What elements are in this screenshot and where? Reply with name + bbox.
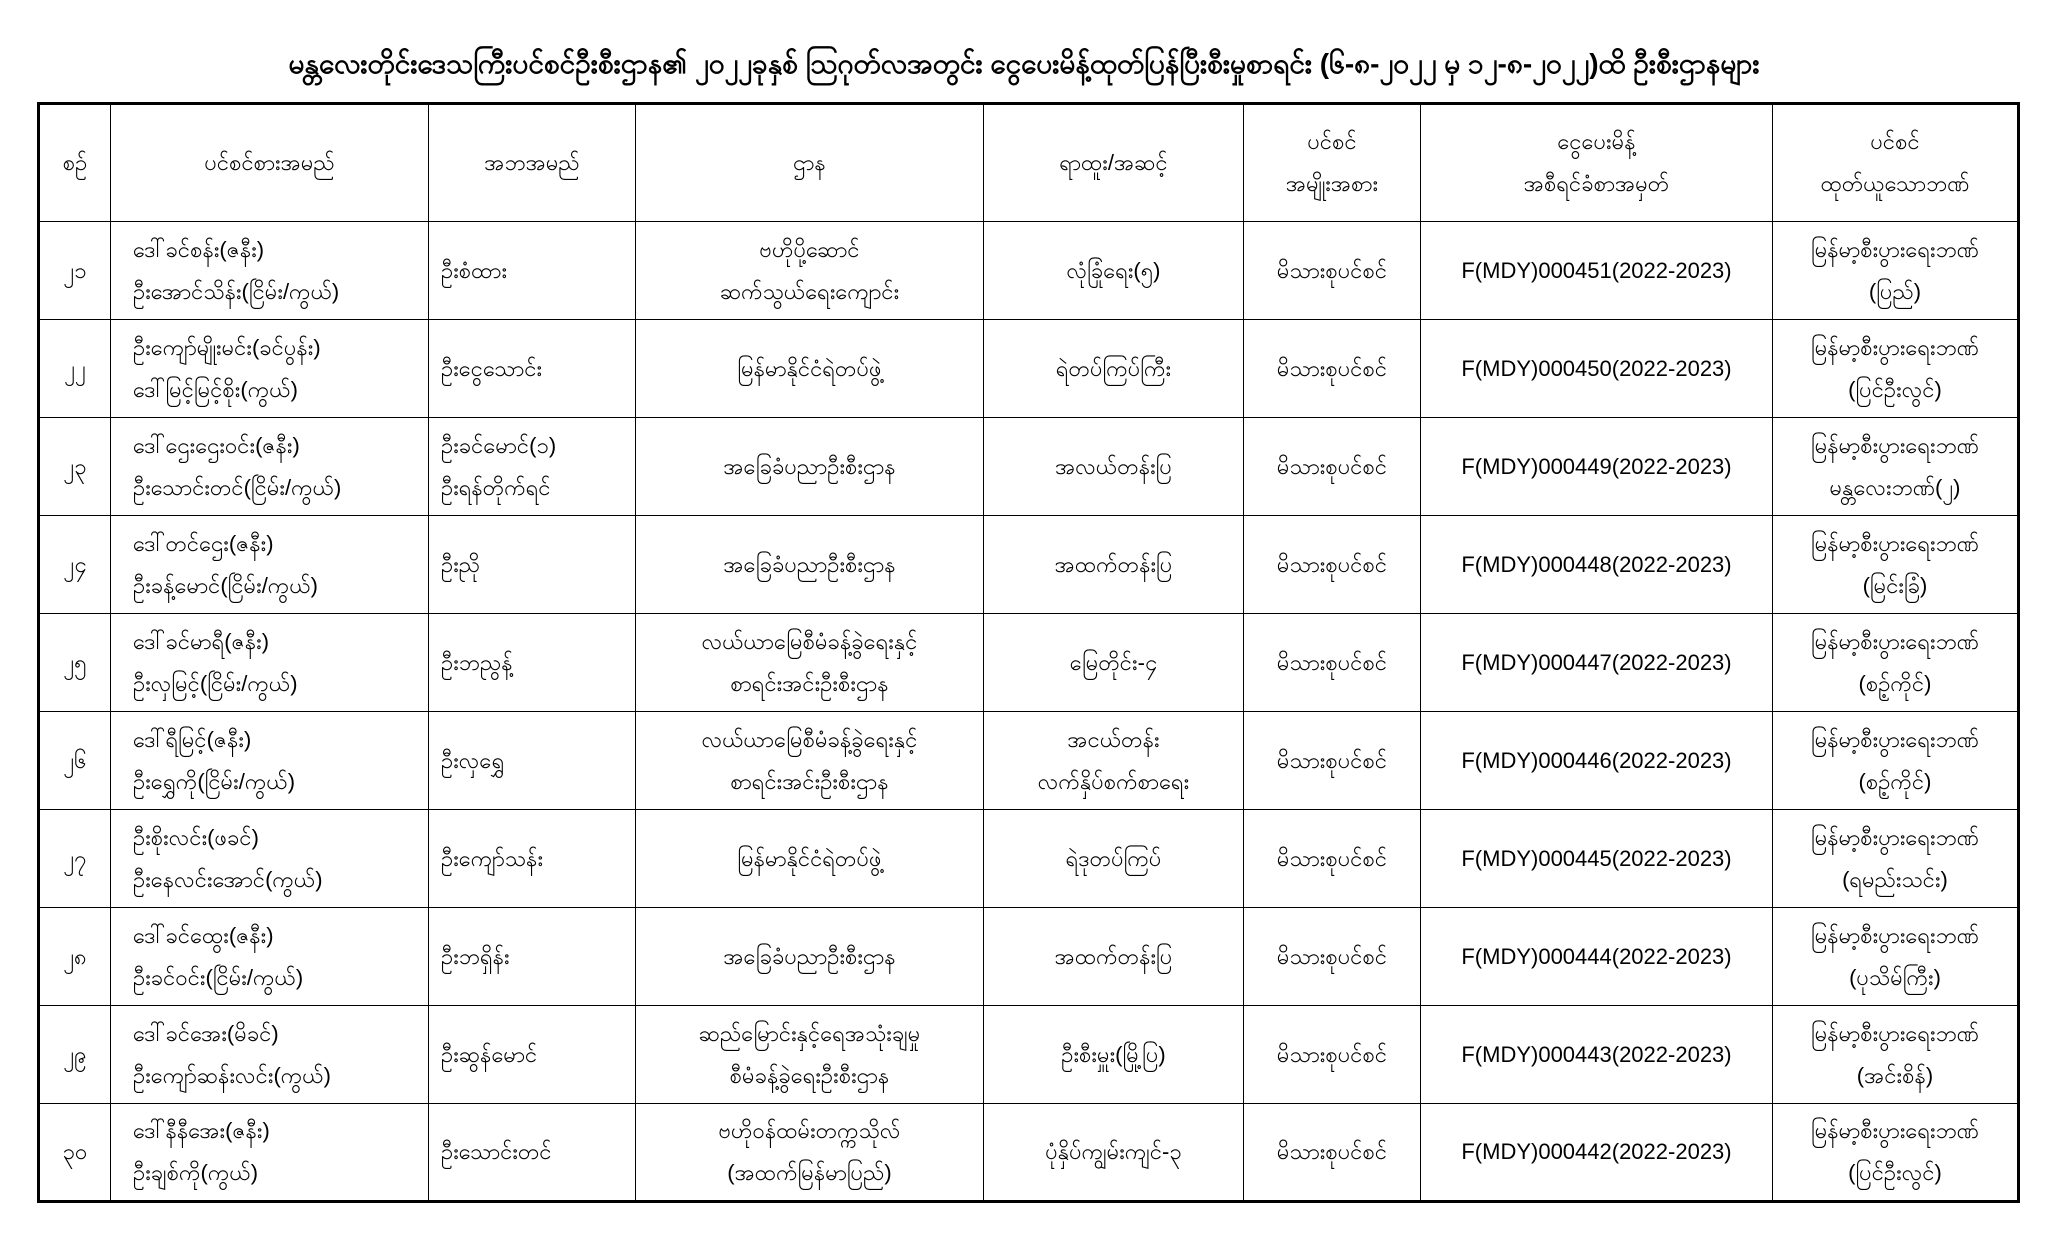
bank-name: မြန်မာ့စီးပွားရေးဘဏ် — [1811, 1020, 1979, 1046]
table-row — [39, 908, 2019, 1006]
department-name: မြန်မာနိုင်ငံရဲတပ်ဖွဲ့ — [737, 845, 882, 871]
serial-number: ၂၃ — [63, 453, 87, 479]
serial-cell — [39, 908, 111, 1006]
bank-cell — [1773, 1104, 2019, 1202]
position-cell — [984, 908, 1244, 1006]
report-number: F(MDY)000449(2022-2023) — [1461, 453, 1732, 479]
header-pensioner-name — [111, 104, 429, 222]
claimant-name: ဒေါ်ခင်စန်း(ဇနီး) — [133, 236, 265, 262]
position-name: ရဲတပ်ကြပ်ကြီး — [1055, 355, 1172, 381]
original-pensioner-name: ဦးလှမြင့်(ငြိမ်း/ကွယ်) — [133, 670, 298, 696]
pension-type: မိသားစုပင်စင် — [1276, 1041, 1388, 1067]
father-name-cell — [429, 810, 636, 908]
bank-cell — [1773, 418, 2019, 516]
header-label: အမျိုးအစား — [1285, 171, 1379, 196]
report-number: F(MDY)000447(2022-2023) — [1461, 649, 1732, 675]
table-row — [39, 516, 2019, 614]
pensioner-name-cell — [111, 614, 429, 712]
header-bank — [1773, 104, 2019, 222]
department-name: လယ်ယာမြေစီမံခန့်ခွဲရေးနှင့် — [701, 726, 918, 752]
claimant-name: ဒေါ်ဌေးဌေးဝင်း(ဇနီး) — [133, 432, 300, 458]
department-name: ဆည်မြောင်းနှင့်ရေအသုံးချမှု — [698, 1020, 921, 1046]
table-row — [39, 222, 2019, 320]
position-cell — [984, 1006, 1244, 1104]
position-name: အငယ်တန်း — [1067, 726, 1160, 752]
original-pensioner-name: ဦးအောင်သိန်း(ငြိမ်း/ကွယ်) — [133, 278, 340, 304]
header-father-name — [429, 104, 636, 222]
father-name: ဦးဆွန်မောင် — [441, 1041, 538, 1067]
department-cell — [636, 614, 984, 712]
pensioner-name-cell — [111, 1006, 429, 1104]
pensioner-name-cell — [111, 810, 429, 908]
report-number: F(MDY)000445(2022-2023) — [1461, 845, 1732, 871]
bank-branch: (စဉ့်ကိုင်) — [1858, 768, 1932, 794]
department-cell — [636, 810, 984, 908]
position-name: လုံခြုံရေး(၅) — [1066, 257, 1161, 283]
department-cell — [636, 1006, 984, 1104]
department-name: အခြေခံပညာဦးစီးဌာန — [723, 453, 896, 479]
pensioner-name-cell — [111, 712, 429, 810]
department-name: (အထက်မြန်မာပြည်) — [727, 1160, 892, 1185]
bank-name: မြန်မာ့စီးပွားရေးဘဏ် — [1811, 922, 1979, 948]
header-pension-type — [1244, 104, 1421, 222]
original-pensioner-name: ဦးခင်ဝင်း(ငြိမ်း/ကွယ်) — [133, 964, 304, 990]
pension-type-cell — [1244, 418, 1421, 516]
report-number: F(MDY)000443(2022-2023) — [1461, 1041, 1732, 1067]
position-cell — [984, 418, 1244, 516]
position-cell — [984, 712, 1244, 810]
serial-cell — [39, 712, 111, 810]
department-name: ဗဟိုပို့ဆောင် — [759, 236, 860, 262]
report-number: F(MDY)000444(2022-2023) — [1461, 943, 1732, 969]
header-row — [39, 104, 2019, 222]
father-name-cell — [429, 1006, 636, 1104]
father-name-cell — [429, 320, 636, 418]
pension-type: မိသားစုပင်စင် — [1276, 355, 1388, 381]
serial-cell — [39, 1104, 111, 1202]
serial-cell — [39, 320, 111, 418]
father-name: ဦးငွေသောင်း — [441, 355, 543, 381]
father-name: ဦးစံထား — [441, 257, 508, 283]
father-name: ဦးရန်တိုက်ရင် — [441, 474, 551, 500]
original-pensioner-name: ဦးနေလင်းအောင်(ကွယ်) — [133, 866, 323, 892]
bank-branch: (ပြည်) — [1868, 278, 1922, 304]
report-number-cell — [1421, 908, 1773, 1006]
report-number-cell — [1421, 1104, 1773, 1202]
bank-cell — [1773, 908, 2019, 1006]
claimant-name: ဒေါ်ခင်အေး(မိခင်) — [133, 1020, 279, 1046]
claimant-name: ဦးစိုးလင်း(ဖခင်) — [133, 824, 259, 850]
header-label: ပင်စင်စားအမည် — [204, 150, 335, 175]
table-row — [39, 614, 2019, 712]
pension-type-cell — [1244, 222, 1421, 320]
department-name: စာရင်းအင်းဦးစီးဌာန — [730, 768, 889, 794]
department-name: လယ်ယာမြေစီမံခန့်ခွဲရေးနှင့် — [701, 628, 918, 654]
pension-type-cell — [1244, 908, 1421, 1006]
bank-cell — [1773, 516, 2019, 614]
header-label: ပင်စင် — [1870, 129, 1920, 154]
original-pensioner-name: ဦးကျော်ဆန်းလင်း(ကွယ်) — [133, 1062, 331, 1088]
original-pensioner-name: ဦးခန့်မောင်(ငြိမ်း/ကွယ်) — [133, 572, 319, 598]
table-row — [39, 418, 2019, 516]
report-number-cell — [1421, 810, 1773, 908]
serial-number: ၂၆ — [63, 747, 87, 773]
department-name: စီမံခန့်ခွဲရေးဦးစီးဌာန — [729, 1062, 890, 1088]
claimant-name: ဦးကျော်မျိုးမင်း(ခင်ပွန်း) — [133, 334, 321, 360]
father-name-cell — [429, 418, 636, 516]
father-name: ဦးခင်မောင်(၁) — [441, 432, 557, 458]
pension-type-cell — [1244, 810, 1421, 908]
header-label: ငွေပေးမိန့် — [1557, 129, 1636, 154]
pensioner-name-cell — [111, 418, 429, 516]
header-label: ဌာန — [793, 150, 826, 175]
report-number: F(MDY)000450(2022-2023) — [1461, 355, 1732, 381]
father-name: ဦးကျော်သန်း — [441, 845, 544, 871]
pension-table — [37, 102, 2020, 1203]
bank-branch: (အင်းစိန်) — [1856, 1062, 1934, 1088]
report-number-cell — [1421, 418, 1773, 516]
position-name: ရဲဒုတပ်ကြပ် — [1065, 845, 1162, 871]
report-number: F(MDY)000451(2022-2023) — [1461, 257, 1732, 283]
position-cell — [984, 222, 1244, 320]
pensioner-name-cell — [111, 908, 429, 1006]
department-cell — [636, 516, 984, 614]
table-row — [39, 712, 2019, 810]
bank-cell — [1773, 320, 2019, 418]
pension-type-cell — [1244, 1104, 1421, 1202]
original-pensioner-name: ဦးရွှေကို(ငြိမ်း/ကွယ်) — [133, 768, 296, 794]
serial-cell — [39, 614, 111, 712]
position-cell — [984, 320, 1244, 418]
serial-number: ၂၄ — [63, 551, 87, 577]
pension-type: မိသားစုပင်စင် — [1276, 649, 1388, 675]
position-name: ဦးစီးမှူး(မြို့ပြ) — [1061, 1041, 1166, 1067]
father-name: ဦးညို — [441, 551, 481, 577]
table-row — [39, 1104, 2019, 1202]
serial-cell — [39, 516, 111, 614]
pension-type-cell — [1244, 516, 1421, 614]
bank-cell — [1773, 810, 2019, 908]
pension-type-cell — [1244, 320, 1421, 418]
serial-number: ၃၀ — [62, 1139, 88, 1164]
pensioner-name-cell — [111, 516, 429, 614]
report-number: F(MDY)000446(2022-2023) — [1461, 747, 1732, 773]
header-label: ထုတ်ယူသောဘဏ် — [1820, 171, 1970, 196]
father-name: ဦးလှရွှေ — [441, 747, 505, 773]
serial-number: ၂၁ — [63, 257, 87, 283]
position-name: အလယ်တန်းပြ — [1055, 453, 1172, 479]
father-name-cell — [429, 908, 636, 1006]
report-number-cell — [1421, 614, 1773, 712]
bank-branch: (ရမည်းသင်း) — [1842, 866, 1948, 892]
pension-type: မိသားစုပင်စင် — [1276, 453, 1388, 479]
table-row — [39, 1006, 2019, 1104]
claimant-name: ဒေါ်ခင်မာရီ(ဇနီး) — [133, 628, 270, 654]
report-number: F(MDY)000442(2022-2023) — [1461, 1139, 1732, 1164]
department-name: ဆက်သွယ်ရေးကျောင်း — [719, 278, 900, 304]
bank-name: မြန်မာ့စီးပွားရေးဘဏ် — [1811, 726, 1979, 752]
claimant-name: ဒေါ်နီနီအေး(ဇနီး) — [133, 1118, 270, 1143]
pension-type: မိသားစုပင်စင် — [1276, 943, 1388, 969]
table-row — [39, 810, 2019, 908]
header-report-number — [1421, 104, 1773, 222]
serial-cell — [39, 222, 111, 320]
claimant-name: ဒေါ်တင်ဌေး(ဇနီး) — [133, 530, 274, 556]
bank-name: မြန်မာ့စီးပွားရေးဘဏ် — [1811, 530, 1979, 556]
header-label: အဘအမည် — [484, 150, 580, 175]
report-number-cell — [1421, 222, 1773, 320]
pension-type-cell — [1244, 1006, 1421, 1104]
header-label: ပင်စင် — [1307, 129, 1357, 154]
pension-type: မိသားစုပင်စင် — [1276, 551, 1388, 577]
father-name: ဦးဘရှိန်း — [441, 943, 510, 969]
table-header — [39, 104, 2019, 222]
original-pensioner-name: ဦးသောင်းတင်(ငြိမ်း/ကွယ်) — [133, 474, 342, 500]
department-cell — [636, 908, 984, 1006]
position-cell — [984, 614, 1244, 712]
report-number-cell — [1421, 712, 1773, 810]
bank-cell — [1773, 1006, 2019, 1104]
report-number-cell — [1421, 320, 1773, 418]
bank-branch: (ပြင်ဦးလွင်) — [1848, 1160, 1942, 1185]
report-number: F(MDY)000448(2022-2023) — [1461, 551, 1732, 577]
department-cell — [636, 418, 984, 516]
department-name: အခြေခံပညာဦးစီးဌာန — [723, 551, 896, 577]
department-cell — [636, 712, 984, 810]
bank-cell — [1773, 614, 2019, 712]
pensioner-name-cell — [111, 1104, 429, 1202]
position-cell — [984, 810, 1244, 908]
pension-type: မိသားစုပင်စင် — [1276, 845, 1388, 871]
position-name: အထက်တန်းပြ — [1054, 943, 1173, 969]
serial-number: ၂၈ — [63, 943, 87, 969]
pension-type: မိသားစုပင်စင် — [1276, 747, 1388, 773]
department-name: အခြေခံပညာဦးစီးဌာန — [723, 943, 896, 969]
report-number-cell — [1421, 1006, 1773, 1104]
position-cell — [984, 1104, 1244, 1202]
report-number-cell — [1421, 516, 1773, 614]
bank-name: မြန်မာ့စီးပွားရေးဘဏ် — [1811, 824, 1979, 850]
department-cell — [636, 1104, 984, 1202]
department-cell — [636, 320, 984, 418]
bank-name: မြန်မာ့စီးပွားရေးဘဏ် — [1811, 628, 1979, 654]
header-label: ရာထူး/အဆင့် — [1059, 150, 1168, 175]
department-name: ဗဟိုဝန်ထမ်းတက္ကသိုလ် — [718, 1118, 901, 1143]
header-label: အစီရင်ခံစာအမှတ် — [1523, 171, 1670, 196]
serial-cell — [39, 1006, 111, 1104]
department-name: မြန်မာနိုင်ငံရဲတပ်ဖွဲ့ — [737, 355, 882, 381]
father-name: ဦးသောင်းတင် — [441, 1139, 552, 1164]
serial-number: ၂၉ — [63, 1041, 87, 1067]
header-position — [984, 104, 1244, 222]
father-name-cell — [429, 614, 636, 712]
position-name: မြေတိုင်း-၄ — [1069, 649, 1158, 675]
bank-cell — [1773, 712, 2019, 810]
father-name-cell — [429, 516, 636, 614]
bank-name: မြန်မာ့စီးပွားရေးဘဏ် — [1811, 1118, 1979, 1143]
bank-branch: (ပြင်ဦးလွင်) — [1848, 376, 1942, 402]
pension-type: မိသားစုပင်စင် — [1276, 1139, 1388, 1164]
serial-number: ၂၂ — [64, 355, 86, 381]
serial-cell — [39, 418, 111, 516]
table-body — [39, 222, 2019, 1202]
position-name: ပုံနှိပ်ကျွမ်းကျင်-၃ — [1045, 1139, 1182, 1164]
position-cell — [984, 516, 1244, 614]
pensioner-name-cell — [111, 320, 429, 418]
claimant-name: ဒေါ်ခင်ထွေး(ဇနီး) — [133, 922, 274, 948]
father-name-cell — [429, 712, 636, 810]
bank-branch: မန္တလေးဘဏ်(၂) — [1829, 474, 1961, 500]
father-name-cell — [429, 222, 636, 320]
pensioner-name-cell — [111, 222, 429, 320]
pension-type-cell — [1244, 614, 1421, 712]
serial-cell — [39, 810, 111, 908]
department-cell — [636, 222, 984, 320]
bank-branch: (စဉ့်ကိုင်) — [1858, 670, 1932, 696]
father-name-cell — [429, 1104, 636, 1202]
position-name: အထက်တန်းပြ — [1054, 551, 1173, 577]
claimant-name: ဒေါ်ရီမြင့်(ဇနီး) — [133, 726, 252, 752]
bank-name: မြန်မာ့စီးပွားရေးဘဏ် — [1811, 334, 1979, 360]
original-pensioner-name: ဒေါ်မြင့်မြင့်စိုး(ကွယ်) — [133, 376, 298, 402]
original-pensioner-name: ဦးချစ်ကို(ကွယ်) — [133, 1160, 259, 1185]
department-name: စာရင်းအင်းဦးစီးဌာန — [730, 670, 889, 696]
pension-type-cell — [1244, 712, 1421, 810]
bank-cell — [1773, 222, 2019, 320]
position-name: လက်နှိပ်စက်စာရေး — [1037, 768, 1190, 794]
header-serial — [39, 104, 111, 222]
father-name: ဦးဘညွန့် — [441, 649, 513, 675]
serial-number: ၂၅ — [63, 649, 87, 675]
bank-branch: (ပုသိမ်ကြီး) — [1849, 964, 1941, 990]
serial-number: ၂၇ — [63, 845, 87, 871]
bank-branch: (မြင်းခြံ) — [1862, 572, 1928, 598]
pension-type: မိသားစုပင်စင် — [1276, 257, 1388, 283]
bank-name: မြန်မာ့စီးပွားရေးဘဏ် — [1811, 432, 1979, 458]
page-title: မန္တလေးတိုင်းဒေသကြီးပင်စင်ဦးစီးဌာန၏ ၂၀၂၂ခုနှစ် ဩဂုတ်လအတွင်း ငွေပေးမိန့်ထုတ်ပြန်ပြီးစီးမှုစာရင်း (၆-၈-၂၀၂၂ မှ ၁၂-၈-၂၀၂၂)ထိ ဦးစီးဌာနများ — [288, 48, 1760, 79]
header-label: စဉ် — [62, 150, 88, 175]
header-department — [636, 104, 984, 222]
bank-name: မြန်မာ့စီးပွားရေးဘဏ် — [1811, 236, 1979, 262]
table-row — [39, 320, 2019, 418]
